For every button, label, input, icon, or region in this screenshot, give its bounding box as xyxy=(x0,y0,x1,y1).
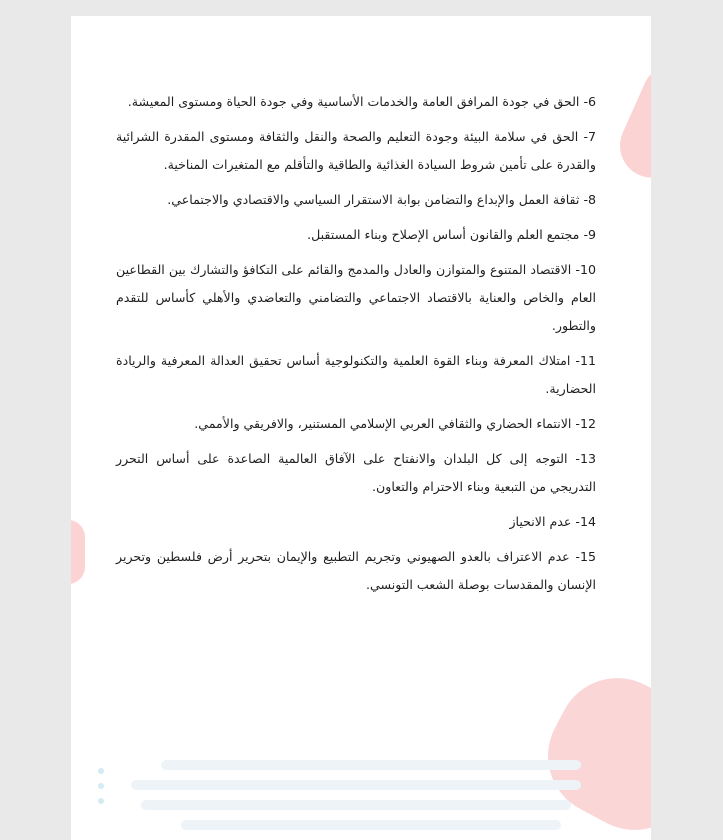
item-text: الاقتصاد المتنوع والمتوازن والعادل والمدمج والقائم على التكافؤ والتشارك بين القطاعين العام والخاص والعناية بالاقتصاد الاجتماعي والتضامني والتعاضدي والأهلي كأساس للتقدم والتطور. xyxy=(116,262,596,333)
item-number: 7- xyxy=(583,129,596,144)
item-number: 11- xyxy=(575,353,596,368)
item-text: مجتمع العلم والقانون أساس الإصلاح وبناء المستقبل. xyxy=(307,227,580,242)
list-item xyxy=(116,186,596,214)
list-item xyxy=(116,88,596,116)
item-text: الحق في جودة المرافق العامة والخدمات الأساسية وفي جودة الحياة ومستوى المعيشة. xyxy=(127,94,580,109)
list-item xyxy=(116,123,596,179)
item-number: 9- xyxy=(583,227,596,242)
item-number: 6- xyxy=(583,94,596,109)
list-item xyxy=(116,508,596,536)
item-text: امتلاك المعرفة وبناء القوة العلمية والتكنولوجية أساس تحقيق العدالة المعرفية والريادة الحضارية. xyxy=(116,353,596,396)
decorative-pink-shape-top-right xyxy=(610,54,651,188)
list-item xyxy=(116,221,596,249)
principles-list xyxy=(116,88,596,606)
item-number: 10- xyxy=(575,262,596,277)
item-text: ثقافة العمل والإبداع والتضامن بوابة الاستقرار السياسي والاقتصادي والاجتماعي. xyxy=(167,192,580,207)
item-text: عدم الاعتراف بالعدو الصهيوني وتجريم التطبيع والإيمان بتحرير أرض فلسطين وتحرير الإنسان والمقدسات بوصلة الشعب التونسي. xyxy=(116,549,596,592)
item-text: عدم الانحياز xyxy=(509,514,572,529)
list-item xyxy=(116,410,596,438)
decorative-dots xyxy=(98,768,104,813)
item-number: 14- xyxy=(575,514,596,529)
item-text: التوجه إلى كل البلدان والانفتاح على الآفاق العالمية الصاعدة على أساس التحرر التدريجي من التبعية وبناء الاحترام والتعاون. xyxy=(116,451,596,494)
list-item xyxy=(116,347,596,403)
item-text: الانتماء الحضاري والثقافي العربي الإسلامي المستنير، والافريقي والأممي. xyxy=(194,416,572,431)
item-number: 15- xyxy=(575,549,596,564)
item-number: 8- xyxy=(583,192,596,207)
item-number: 13- xyxy=(575,451,596,466)
list-item xyxy=(116,256,596,340)
list-item xyxy=(116,445,596,501)
decorative-pink-shape-left xyxy=(71,520,85,584)
item-text: الحق في سلامة البيئة وجودة التعليم والصحة والنقل والثقافة ومستوى المقدرة الشرائية والقدرة على تأمين شروط السيادة الغذائية والطاقية والتأقلم مع المتغيرات المناخية. xyxy=(116,129,596,172)
decorative-watermark-stripes xyxy=(101,754,601,840)
list-item xyxy=(116,543,596,599)
item-number: 12- xyxy=(575,416,596,431)
